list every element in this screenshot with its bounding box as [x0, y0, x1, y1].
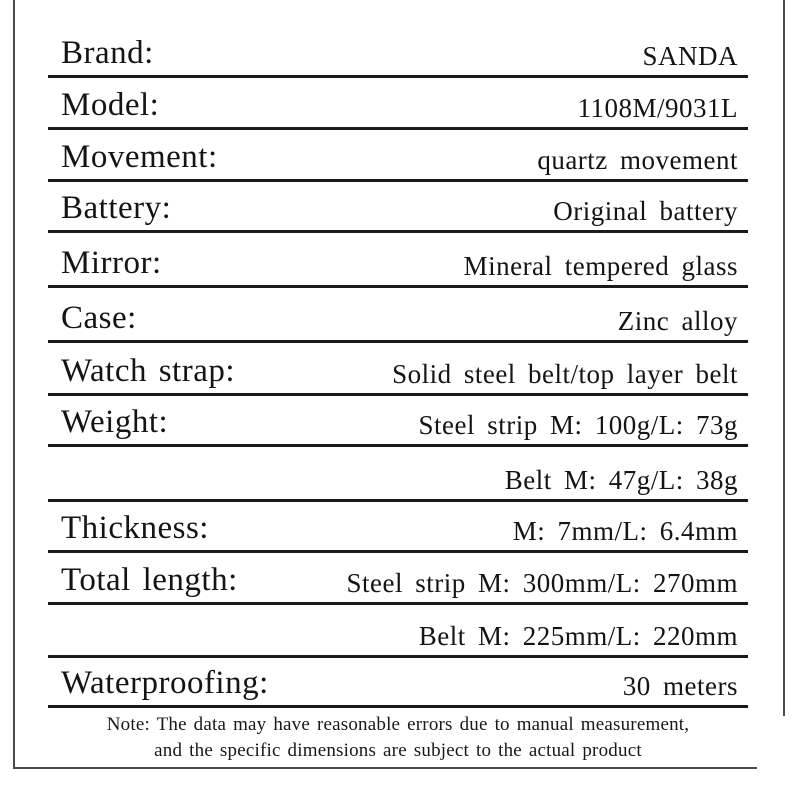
table-row-weight-belt: [48, 447, 748, 502]
spec-table: [48, 0, 748, 708]
table-row-movement: [48, 130, 748, 182]
frame-bottom-line: [13, 767, 757, 769]
row-value: Belt M: 225mm/L: 220mm: [418, 621, 738, 651]
row-value: 30 meters: [622, 671, 738, 701]
row-label: Total length:: [61, 562, 238, 598]
table-row-watch-strap: [48, 343, 748, 396]
note-line-2: and the specific dimensions are subject to the actual product: [154, 740, 642, 761]
row-value: quartz movement: [537, 145, 738, 175]
table-row-total-length-belt: [48, 605, 748, 658]
table-row-brand: [48, 0, 748, 78]
note-line-1: Note: The data may have reasonable errors due to manual measurement,: [106, 714, 690, 735]
table-row-mirror: [48, 233, 748, 288]
row-label: Thickness:: [61, 510, 209, 546]
row-value: Steel strip M: 300mm/L: 270mm: [346, 568, 738, 598]
table-row-weight: [48, 396, 748, 447]
table-row-waterproofing: [48, 658, 748, 708]
table-row-case: [48, 288, 748, 343]
table-row-model: [48, 78, 748, 130]
row-label: Brand:: [61, 35, 154, 71]
row-label: Mirror:: [61, 245, 162, 281]
row-label: Model:: [61, 87, 160, 123]
row-value: Belt M: 47g/L: 38g: [504, 465, 738, 495]
frame-left-line: [13, 0, 15, 769]
frame-right-line: [783, 0, 785, 716]
row-value: Original battery: [553, 196, 738, 226]
row-label: Weight:: [61, 404, 169, 440]
measurement-note: [48, 712, 748, 764]
row-value: Mineral tempered glass: [463, 251, 738, 281]
row-label: Movement:: [61, 139, 218, 175]
row-label: Battery:: [61, 190, 172, 226]
row-value: Steel strip M: 100g/L: 73g: [418, 410, 738, 440]
row-value: M: 7mm/L: 6.4mm: [512, 516, 738, 546]
table-row-total-length: [48, 553, 748, 605]
table-row-battery: [48, 182, 748, 233]
row-label: Case:: [61, 300, 137, 336]
row-value: Zinc alloy: [617, 306, 738, 336]
row-value: Solid steel belt/top layer belt: [392, 359, 738, 389]
row-value: 1108M/9031L: [577, 93, 738, 123]
row-label: Waterproofing:: [61, 665, 269, 701]
table-row-thickness: [48, 502, 748, 553]
row-value: SANDA: [642, 41, 738, 71]
row-label: Watch strap:: [61, 353, 236, 389]
